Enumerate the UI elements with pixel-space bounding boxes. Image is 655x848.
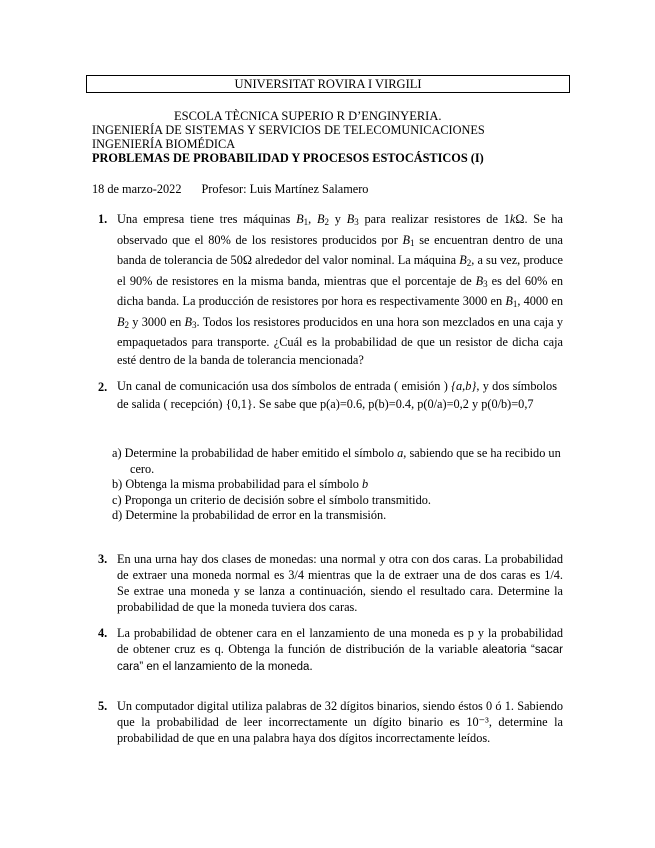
problem-2-number: 2. [98,380,108,394]
document-title: PROBLEMAS DE PROBABILIDAD Y PROCESOS ESTOCÁSTICOS (I) [92,151,484,165]
program-telecom: INGENIERÍA DE SISTEMAS Y SERVICIOS DE TELECOMUNICACIONES [92,123,485,137]
subquestion-c: c) Proponga un criterio de decisión sobre el símbolo transmitido. [112,492,431,507]
subquestion-a: a) Determine la probabilidad de haber emitido el símbolo a, sabiendo que se ha recibido un cero. [112,446,561,476]
problem-1-number: 1. [98,212,108,226]
university-name: UNIVERSITAT ROVIRA I VIRGILI [234,77,422,91]
problem-2-subquestions [112,446,562,524]
school-name: ESCOLA TÈCNICA SUPERIO R D’ENGINYERIA. [174,109,442,123]
program-biomedical: INGENIERÍA BIOMÉDICA [92,137,236,151]
problem-5-number: 5. [98,699,108,713]
problem-5-text: Un computador digital utiliza palabras de 32 dígitos binarios, siendo éstos 0 ó 1. Sabiendo que la probabilidad de leer incorrectamente un dígito binario es 10⁻³, determine la probabilidad de que en una palabra haya dos dígitos incorrectamente leídos. [117,699,563,745]
subquestion-d: d) Determine la probabilidad de error en la transmisión. [112,508,387,522]
problem-3-text: En una urna hay dos clases de monedas: una normal y otra con dos caras. La probabilidad de extraer una moneda normal es 3/4 mientras que la de extraer una de dos caras es 1/4. Se extrae una moneda y se lanza a continuación, siendo el resultado cara. Determine la probabilidad de que la moneda tuviera dos caras. [117,552,563,614]
output-symbol-set: {0,1} [225,396,253,411]
date-line [92,182,368,197]
subquestion-b: b) Obtenga la misma probabilidad para el símbolo b [112,477,369,491]
problem-4-number: 4. [98,626,108,640]
problem-3-number: 3. [98,552,108,566]
university-banner [86,75,570,93]
problem-2-text: Un canal de comunicación usa dos símbolos de entrada ( emisión ) {a,b}, y dos símbolos de salida ( recepción) {0,1}. Se sabe que p(a)=0.6, p(b)=0.4, p(0/a)=0,2 y p(0/b)=0,7 [117,379,557,411]
problem-4-text: La probabilidad de obtener cara en el lanzamiento de una moneda es p y la probabilidad de obtener cruz es q. Obtenga la función de distribución de la variable aleatoria “sacar cara” en el lanzamiento de la moneda. [117,626,563,673]
error-probability: 10⁻³ [466,715,489,729]
problem-1-text: Una empresa tiene tres máquinas B1, B2 y B3 para realizar resistores de 1kΩ. Se ha observado que el 80% de los resistores producidos por B1 se encuentran dentro de una banda de tolerancia de 50Ω alrededor del valor nominal. La máquina B2, a su vez, produce el 90% de resistores en la misma banda, mientras que el porcentaje de B3 es del 60% en dicha banda. La producción de resistores por hora es respectivamente 3000 en B1, 4000 en B2 y 3000 en B3. Todos los resistores producidos en una hora son mezclados en una caja y empaquetados para transporte. ¿Cuál es la probabilidad de que un resistor de dicha caja esté dentro de la banda de tolerancia mencionada? [117,212,563,367]
professor-name: Profesor: Luis Martínez Salamero [201,182,369,196]
input-symbol-set: {a,b} [451,379,477,393]
exam-date: 18 de marzo-2022 [92,182,182,196]
